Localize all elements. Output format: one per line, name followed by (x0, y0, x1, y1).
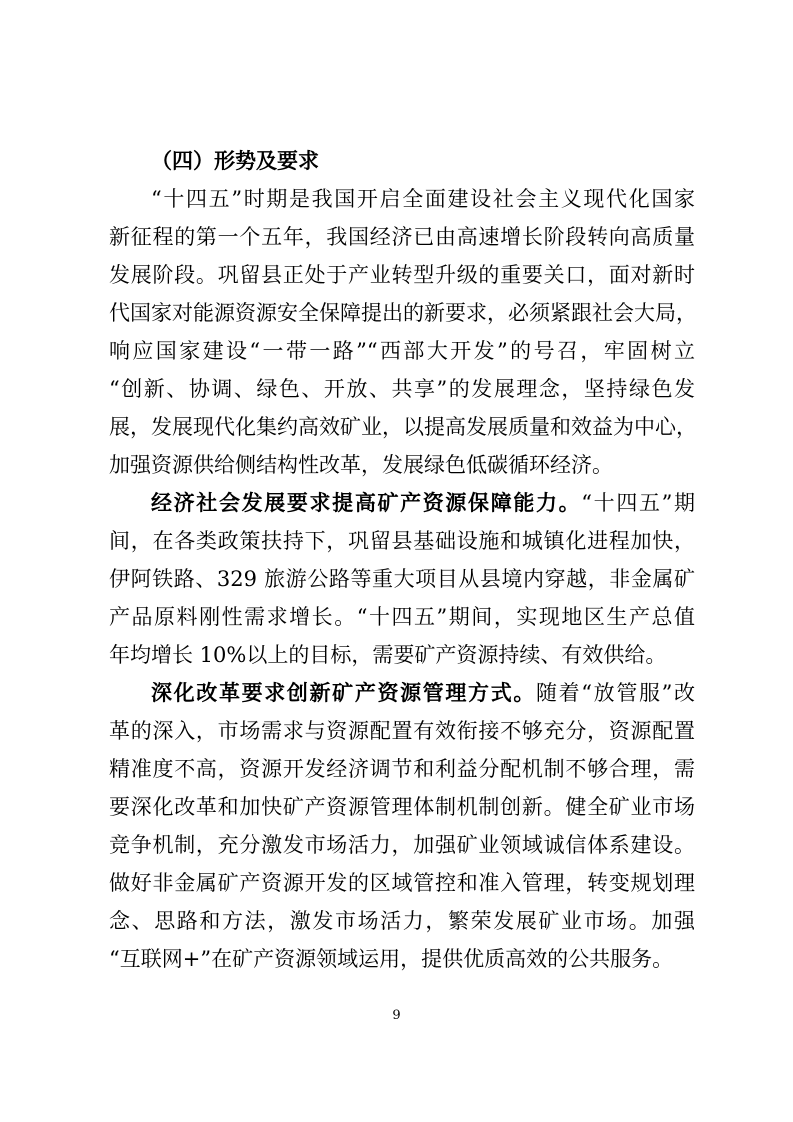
paragraph-1-line-2: 新征程的第一个五年，我国经济已由高速增长阶段转向高质量 (109, 225, 695, 249)
paragraph-2-lead: 经济社会发展要求提高矿产资源保障能力。 (151, 490, 582, 515)
paragraph-2-line-3: 伊阿铁路、329 旅游公路等重大项目从县境内穿越，非金属矿 (109, 567, 695, 591)
paragraph-3-line-7: 念、思路和方法，激发市场活力，繁荣发展矿业市场。加强 (109, 909, 695, 933)
paragraph-1-line-1: “十四五”时期是我国开启全面建设社会主义现代化国家 (151, 187, 695, 211)
paragraph-3-lead: 深化改革要求创新矿产资源管理方式。 (151, 680, 536, 705)
paragraph-1-line-6: “创新、协调、绿色、开放、共享”的发展理念，坚持绿色发 (109, 377, 695, 401)
paragraph-1-line-5: 响应国家建设“一带一路”“西部大开发”的号召，牢固树立 (109, 339, 695, 363)
paragraph-1-line-7: 展，发展现代化集约高效矿业，以提高发展质量和效益为中心， (109, 415, 697, 439)
paragraph-1-line-8: 加强资源供给侧结构性改革，发展绿色低碳循环经济。 (109, 453, 613, 477)
paragraph-3-line-4: 要深化改革和加快矿产资源管理体制机制创新。健全矿业市场 (109, 795, 695, 819)
paragraph-3-line-2: 革的深入，市场需求与资源配置有效衔接不够充分，资源配置 (109, 719, 695, 743)
paragraph-2-first-rest: “十四五”期 (581, 491, 696, 515)
paragraph-3-line-8: “互联网+”在矿产资源领域运用，提供优质高效的公共服务。 (109, 947, 674, 971)
paragraph-2-line-4: 产品原料刚性需求增长。“十四五”期间，实现地区生产总值 (109, 605, 695, 629)
section-heading: （四）形势及要求 (151, 148, 319, 173)
paragraph-2-line-1 (151, 484, 695, 522)
paragraph-2-line-5: 年均增长 10%以上的目标，需要矿产资源持续、有效供给。 (109, 643, 667, 667)
paragraph-3-line-5: 竞争机制，充分激发市场活力，加强矿业领域诚信体系建设。 (109, 833, 695, 857)
paragraph-3-line-3: 精准度不高，资源开发经济调节和利益分配机制不够合理，需 (109, 757, 695, 781)
paragraph-1-line-4: 代国家对能源资源安全保障提出的新要求，必须紧跟社会大局， (109, 301, 697, 325)
paragraph-3-first-rest: 随着“放管服”改 (536, 681, 695, 705)
paragraph-3-line-6: 做好非金属矿产资源开发的区域管控和准入管理，转变规划理 (109, 871, 695, 895)
paragraph-3-line-1 (151, 674, 695, 712)
paragraph-2-line-2: 间，在各类政策扶持下，巩留县基础设施和城镇化进程加快， (109, 529, 695, 553)
paragraph-1-line-3: 发展阶段。巩留县正处于产业转型升级的重要关口，面对新时 (109, 263, 695, 287)
page-number: 9 (392, 1008, 401, 1023)
